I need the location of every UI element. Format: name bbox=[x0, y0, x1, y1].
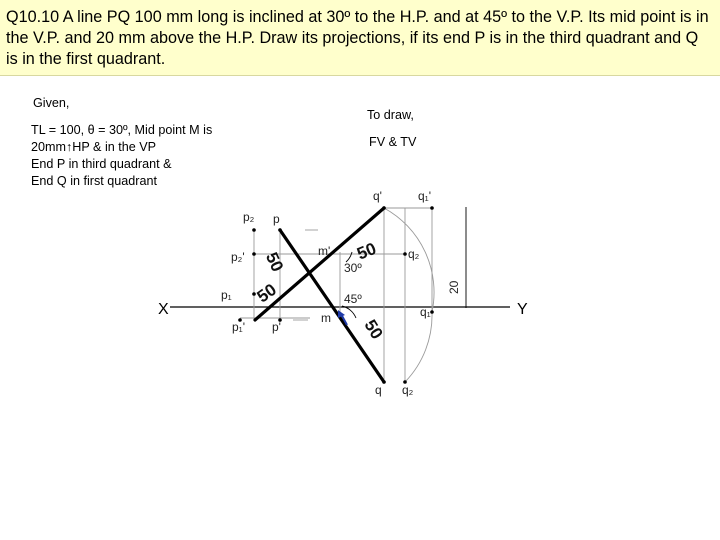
label-p1: p₁ bbox=[221, 288, 232, 302]
label-angle-45: 45º bbox=[344, 292, 362, 306]
given-line: End Q in first quadrant bbox=[31, 174, 158, 188]
label-q1: q₁ bbox=[420, 305, 431, 319]
label-dimension-50-upper-right: 50 bbox=[354, 238, 379, 264]
given-line: End P in third quadrant & bbox=[31, 157, 172, 171]
point-q bbox=[382, 380, 386, 384]
label-q-prime: q' bbox=[373, 189, 382, 203]
point-q1-prime bbox=[430, 206, 434, 210]
label-dimension-50-lower-left: 50 bbox=[253, 279, 280, 307]
label-q2-bottom: q₂ bbox=[402, 383, 414, 397]
label-x-axis: X bbox=[158, 301, 169, 318]
angle-arc-45 bbox=[342, 306, 356, 318]
to-draw-body: FV & TV bbox=[369, 135, 417, 149]
label-p2: p₂ bbox=[243, 210, 255, 224]
label-angle-30: 30º bbox=[344, 261, 362, 275]
given-title: Given, bbox=[33, 96, 70, 110]
label-q: q bbox=[375, 383, 382, 397]
label-dimension-50-lower-right: 50 bbox=[360, 316, 387, 343]
point-q1 bbox=[430, 310, 434, 314]
label-dimension-20: 20 bbox=[447, 280, 461, 294]
label-y-axis: Y bbox=[517, 301, 528, 318]
point-p2 bbox=[252, 228, 256, 232]
label-p2-prime: p₂' bbox=[231, 250, 245, 264]
label-p1-prime: p₁' bbox=[232, 320, 246, 334]
label-p-prime: p' bbox=[272, 320, 281, 334]
point-p bbox=[278, 228, 282, 232]
label-m-prime: m' bbox=[318, 244, 331, 258]
point-q2-top bbox=[403, 252, 407, 256]
arc-q1 bbox=[405, 312, 432, 382]
to-draw-title: To draw, bbox=[367, 108, 414, 122]
point-p2-prime bbox=[252, 252, 256, 256]
label-q1-prime: q₁' bbox=[418, 189, 432, 203]
point-q-prime bbox=[382, 206, 386, 210]
given-line: TL = 100, θ = 30º, Mid point M is bbox=[31, 123, 213, 137]
label-p: p bbox=[273, 212, 280, 226]
label-m: m bbox=[321, 311, 331, 325]
label-dimension-50-upper-left: 50 bbox=[261, 249, 288, 275]
label-q2-top: q₂ bbox=[408, 247, 420, 261]
question-text: Q10.10 A line PQ 100 mm long is inclined at 30º to the H.P. and at 45º to the V.P. Its mid point is in the V.P. and 20 mm above the H.P. Draw its projections, if its end P is in the third quadrant and Q is in the first quadrant. bbox=[6, 8, 709, 68]
given-line: 20mm↑HP & in the VP bbox=[31, 140, 157, 154]
